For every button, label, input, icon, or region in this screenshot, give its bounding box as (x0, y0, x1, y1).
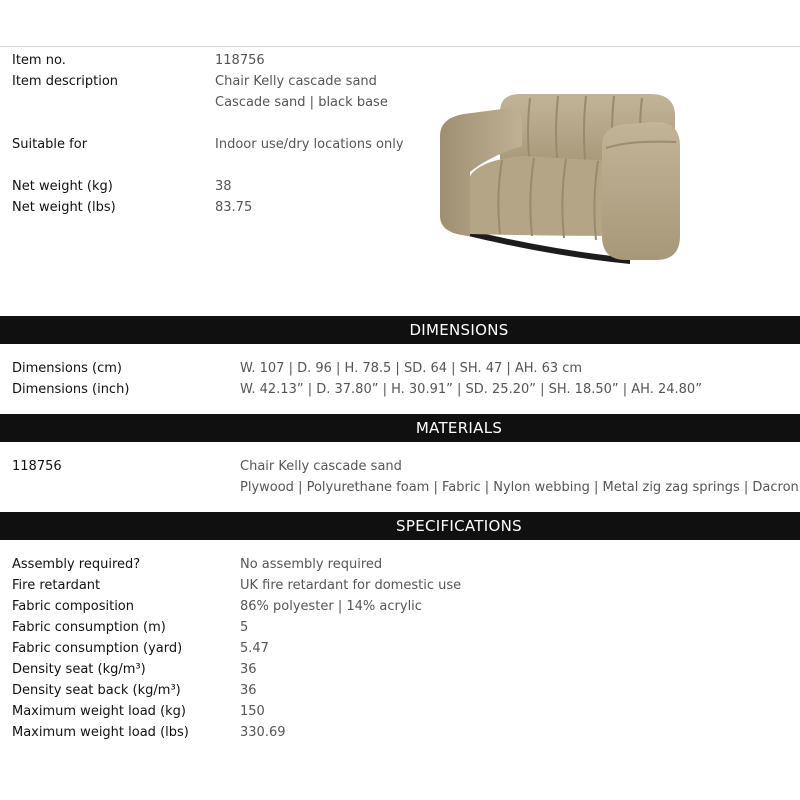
spec-value: UK fire retardant for domestic use (240, 578, 462, 593)
product-image-armchair (430, 86, 682, 266)
spec-label: Maximum weight load (kg) (12, 704, 186, 719)
spec-value: 36 (240, 662, 257, 677)
dimensions-section-header (0, 316, 800, 344)
dimensions-cm-label: Dimensions (cm) (12, 361, 122, 376)
materials-item-code: 118756 (12, 459, 62, 474)
spec-label: Density seat back (kg/m³) (12, 683, 181, 698)
spec-value: 330.69 (240, 725, 286, 740)
spec-label: Fabric consumption (yard) (12, 641, 183, 656)
spec-label: Fabric composition (12, 599, 134, 614)
item-description-line1: Chair Kelly cascade sand (215, 74, 377, 89)
net-weight-kg-label: Net weight (kg) (12, 179, 113, 194)
item-no-value: 118756 (215, 53, 265, 68)
net-weight-lbs-value: 83.75 (215, 200, 253, 215)
spec-value: 5.47 (240, 641, 269, 656)
spec-value: 5 (240, 620, 249, 635)
dimensions-heading: DIMENSIONS (409, 321, 509, 339)
dimensions-cm-value: W. 107 | D. 96 | H. 78.5 | SD. 64 | SH. 47 | AH. 63 cm (240, 361, 583, 376)
materials-section-header (0, 414, 800, 442)
spec-label: Assembly required? (12, 557, 141, 572)
materials-item-name: Chair Kelly cascade sand (240, 459, 402, 474)
top-divider (0, 46, 800, 47)
net-weight-lbs-label: Net weight (lbs) (12, 200, 116, 215)
spec-value: 36 (240, 683, 257, 698)
specifications-heading: SPECIFICATIONS (396, 517, 522, 535)
spec-label: Density seat (kg/m³) (12, 662, 146, 677)
specifications-section-header (0, 512, 800, 540)
spec-label: Maximum weight load (lbs) (12, 725, 189, 740)
item-description-line2: Cascade sand | black base (215, 95, 388, 110)
materials-heading: MATERIALS (415, 419, 503, 437)
spec-value: 150 (240, 704, 265, 719)
net-weight-kg-value: 38 (215, 179, 232, 194)
dimensions-inch-value: W. 42.13” | D. 37.80” | H. 30.91” | SD. 25.20” | SH. 18.50” | AH. 24.80” (240, 382, 702, 397)
spec-value: No assembly required (240, 557, 383, 572)
spec-label: Fabric consumption (m) (12, 620, 166, 635)
materials-list: Plywood | Polyurethane foam | Fabric | Nylon webbing | Metal zig zag springs | Dacron (240, 480, 799, 495)
suitable-for-value: Indoor use/dry locations only (215, 137, 404, 152)
item-description-label: Item description (12, 74, 119, 89)
suitable-for-label: Suitable for (12, 137, 88, 152)
dimensions-inch-label: Dimensions (inch) (12, 382, 130, 397)
item-no-label: Item no. (12, 53, 66, 68)
spec-label: Fire retardant (12, 578, 101, 593)
spec-value: 86% polyester | 14% acrylic (240, 599, 422, 614)
